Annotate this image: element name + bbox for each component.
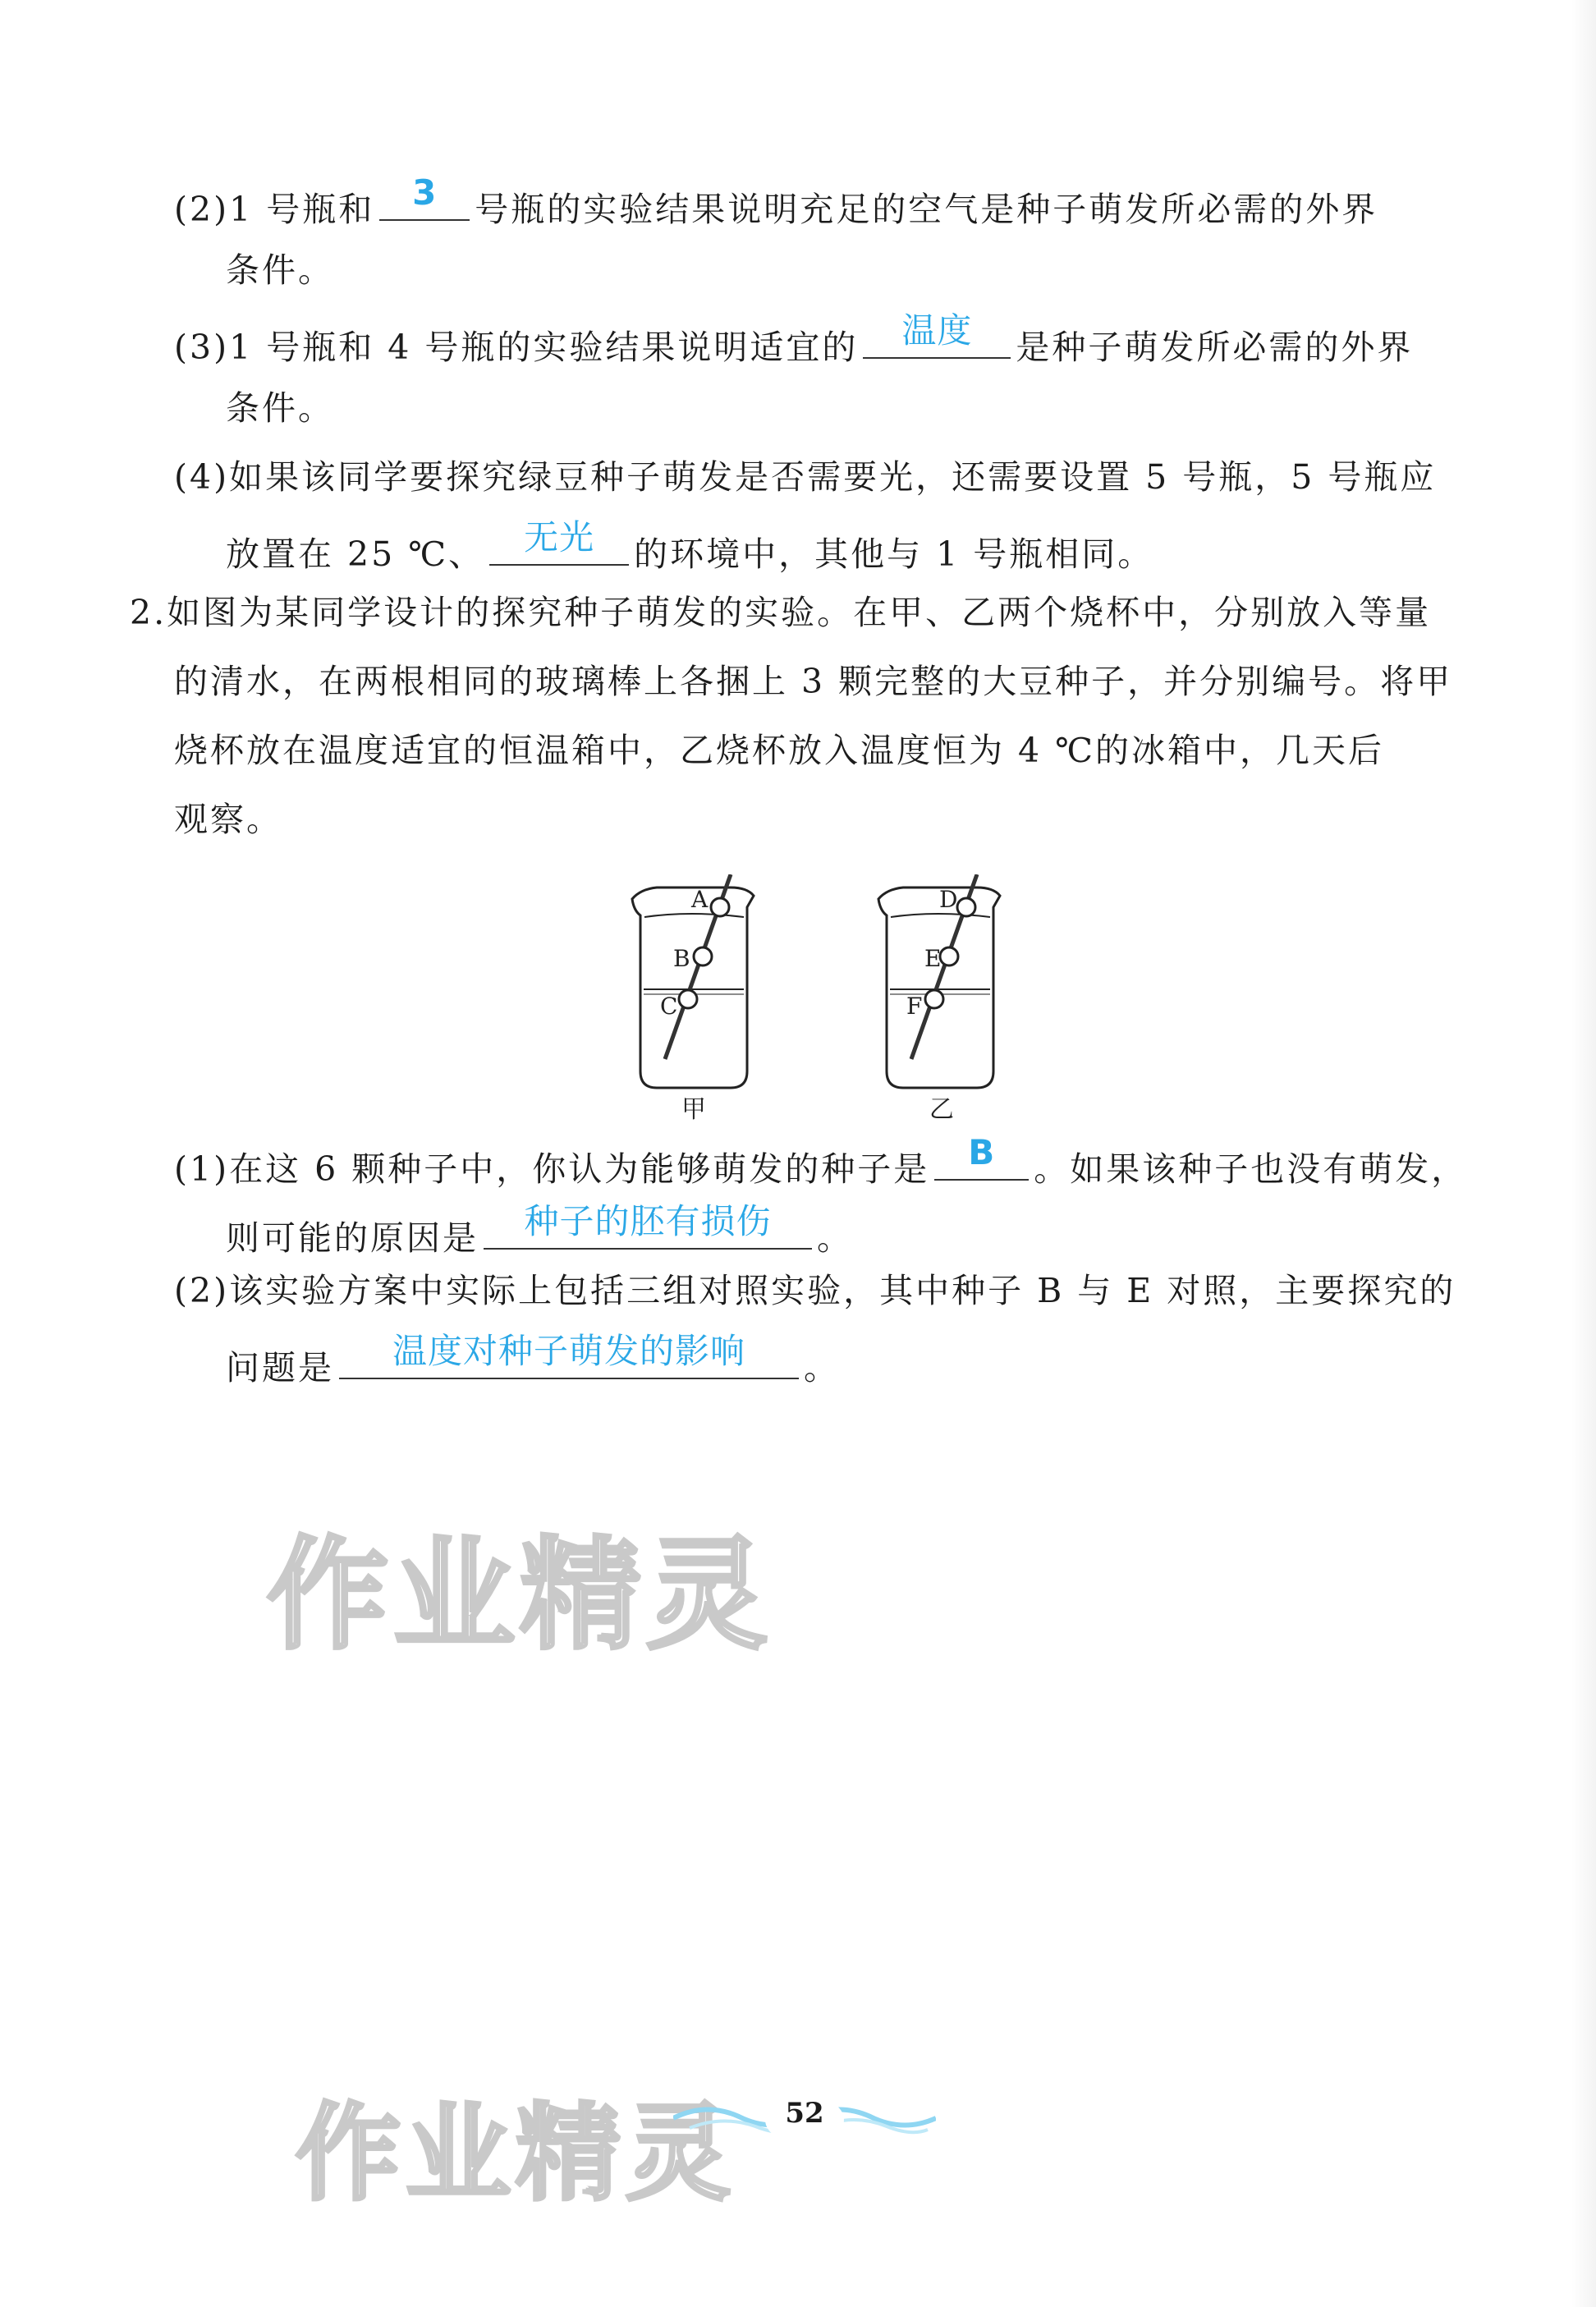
watermark-logo: 作业精灵 xyxy=(267,1525,773,1666)
q1-part3-line1 xyxy=(174,310,1414,370)
q1-part3-line2: 条件。 xyxy=(226,388,334,428)
page-edge-shadow xyxy=(1571,0,1596,2307)
answer-text: 温度 xyxy=(901,310,973,351)
beaker-caption-right: 乙 xyxy=(929,1095,954,1121)
page-footer xyxy=(673,2085,936,2151)
answer-text: 温度对种子萌发的影响 xyxy=(392,1331,745,1371)
page-number: 52 xyxy=(785,2097,824,2130)
q1-part2-line2: 条件。 xyxy=(226,250,334,290)
seed-label-d: D xyxy=(939,886,958,913)
beaker-figure xyxy=(608,874,1051,1121)
beaker-diagram xyxy=(608,874,1051,1121)
seed-label-b: B xyxy=(673,945,690,972)
answer-text: 无光 xyxy=(524,517,595,557)
seed-label-a: A xyxy=(691,886,709,913)
seed-label-f: F xyxy=(906,993,923,1020)
text: (1)在这 6 颗种子中，你认为能够萌发的种子是 xyxy=(174,1149,930,1189)
seed-label-e: E xyxy=(924,945,942,972)
answer-blank xyxy=(484,1201,812,1250)
text: 问题是 xyxy=(226,1348,334,1387)
q2-stem-line2: 的清水，在两根相同的玻璃棒上各捆上 3 颗完整的大豆种子，并分别编号。将甲 xyxy=(174,662,1453,701)
seed-label-c: C xyxy=(660,993,678,1020)
beaker-caption-left: 甲 xyxy=(681,1095,706,1121)
text: (2)1 号瓶和 xyxy=(174,190,375,229)
answer-blank xyxy=(863,310,1011,359)
q1-part4-line1: (4)如果该同学要探究绿豆种子萌发是否需要光，还需要设置 5 号瓶，5 号瓶应 xyxy=(174,457,1437,497)
q2-stem-line4: 观察。 xyxy=(174,800,282,839)
q2-stem-line3: 烧杯放在温度适宜的恒温箱中，乙烧杯放入温度恒为 4 ℃的冰箱中，几天后 xyxy=(174,731,1385,770)
text: 放置在 25 ℃、 xyxy=(226,534,485,574)
text: 是种子萌发所必需的外界 xyxy=(1016,328,1414,367)
text: 号瓶的实验结果说明充足的空气是种子萌发所必需的外界 xyxy=(475,190,1378,229)
answer-blank xyxy=(339,1331,799,1379)
text: 。 xyxy=(817,1218,853,1258)
watermark-logo-footer: 作业精灵 xyxy=(296,2093,736,2215)
answer-text: 3 xyxy=(412,172,438,213)
q2-part2-line2 xyxy=(226,1331,840,1391)
q1-part2-line1 xyxy=(174,172,1378,232)
answer-text: 种子的胚有损伤 xyxy=(524,1201,772,1241)
answer-text: B xyxy=(968,1132,996,1172)
q2-part2-line1: (2)该实验方案中实际上包括三组对照实验，其中种子 B 与 E 对照，主要探究的 xyxy=(174,1271,1456,1310)
text: 的环境中，其他与 1 号瓶相同。 xyxy=(634,534,1154,574)
answer-blank xyxy=(379,172,470,221)
text: 则可能的原因是 xyxy=(226,1218,479,1258)
text: 。 xyxy=(804,1348,840,1387)
answer-blank xyxy=(489,517,629,566)
text: 。如果该种子也没有萌发， xyxy=(1034,1149,1468,1189)
answer-blank xyxy=(934,1132,1029,1181)
q2-part1-line1 xyxy=(174,1132,1468,1192)
q1-part4-line2 xyxy=(226,517,1154,577)
q2-stem-line1: 2.如图为某同学设计的探究种子萌发的实验。在甲、乙两个烧杯中，分别放入等量 xyxy=(130,593,1432,632)
text: (3)1 号瓶和 4 号瓶的实验结果说明适宜的 xyxy=(174,328,859,367)
q2-part1-line2 xyxy=(226,1201,853,1261)
